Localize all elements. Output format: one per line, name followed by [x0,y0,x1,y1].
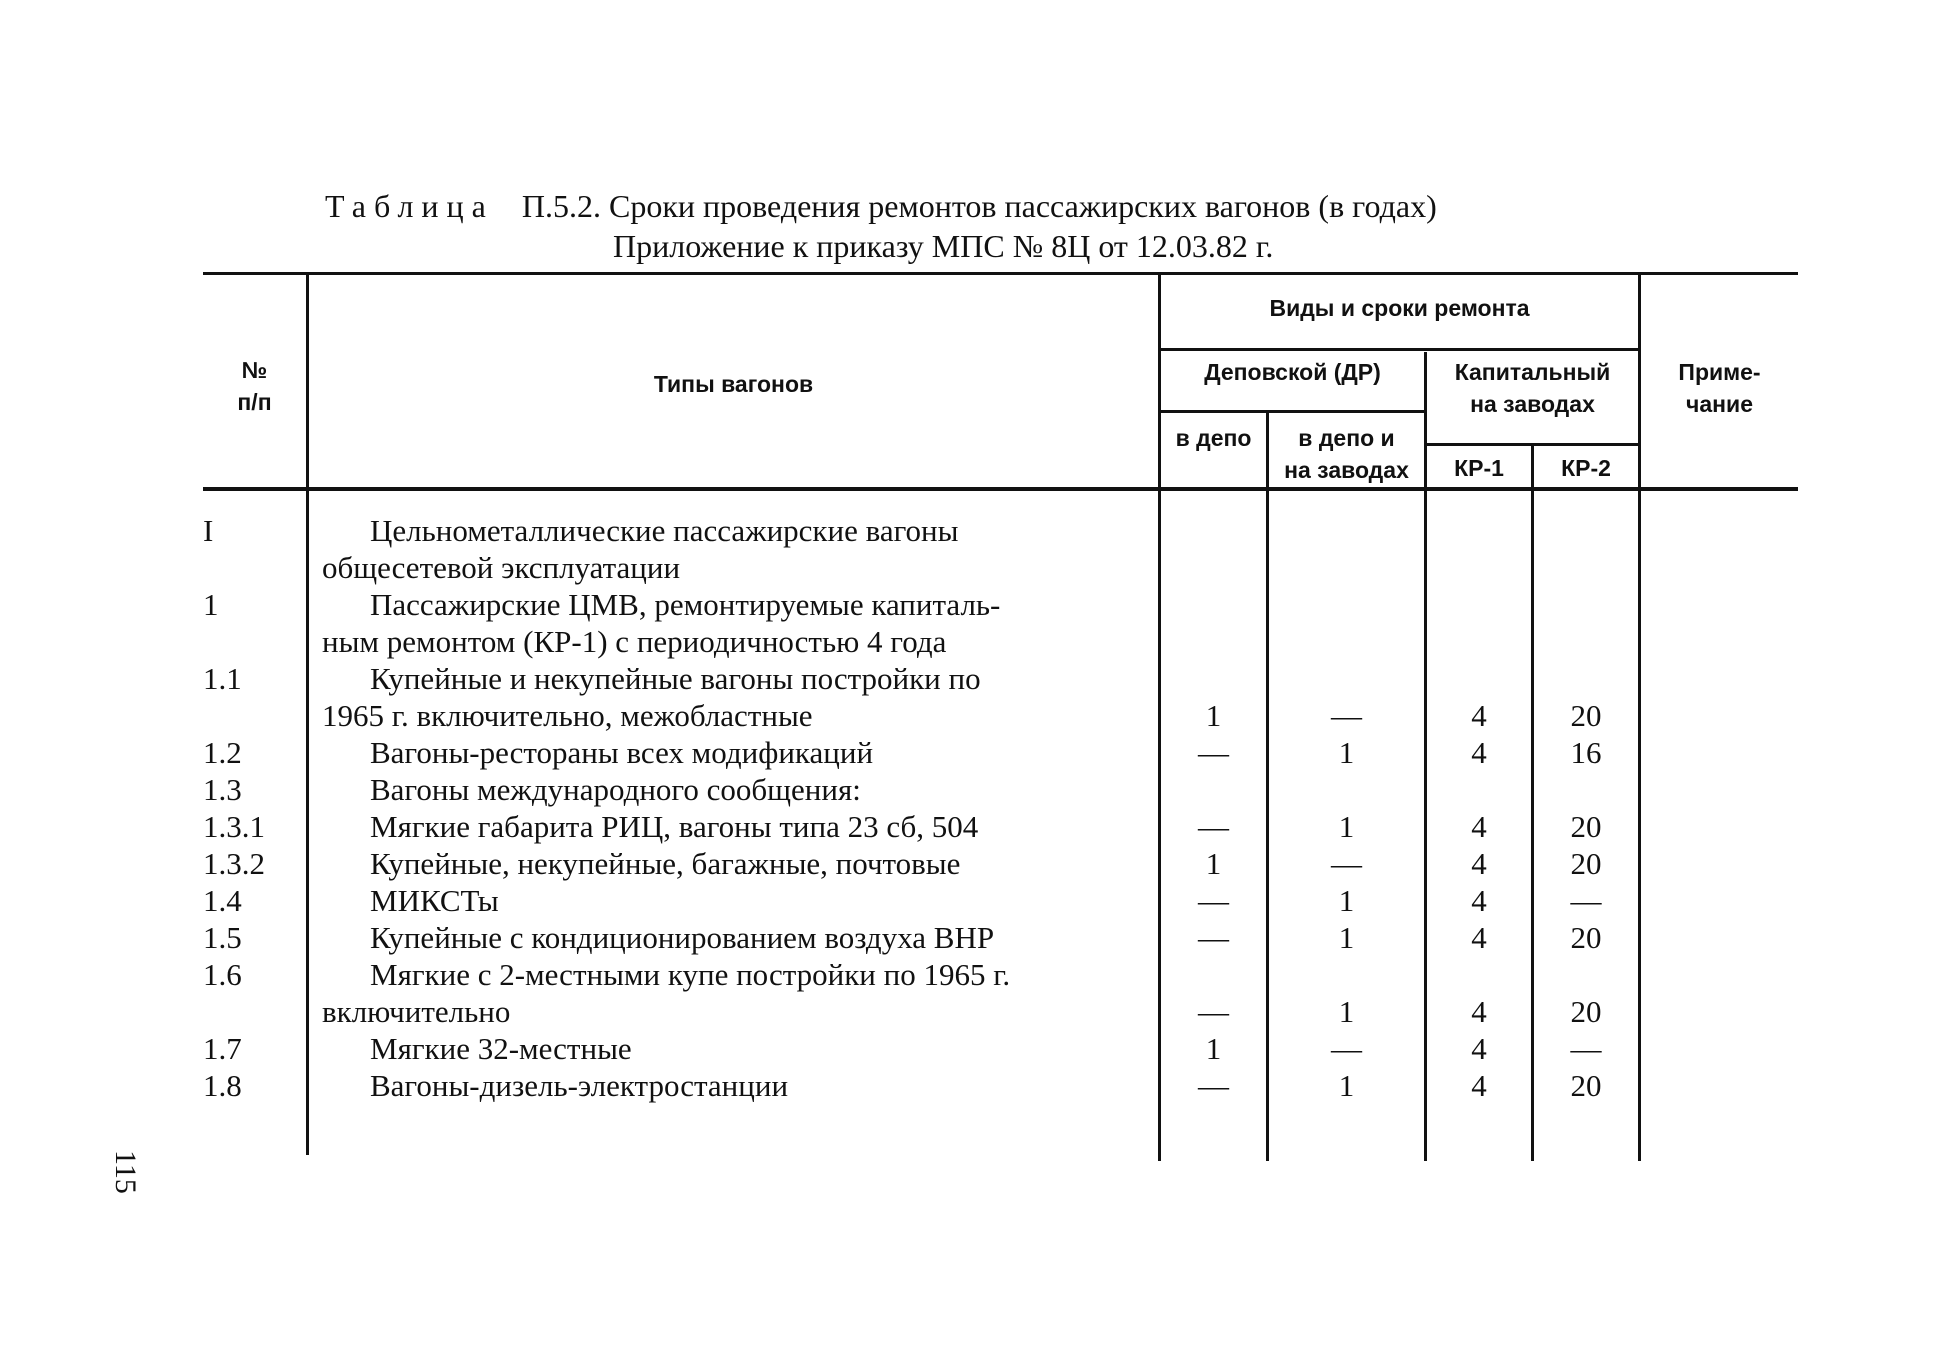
row-type-text: Мягкие габарита РИЦ, вагоны типа 23 сб, 504 [370,809,979,844]
cell-dr1: 1 [1205,846,1222,881]
cell-dr1: — [1198,1068,1229,1103]
row-number: 1.2 [203,735,242,770]
table-title-text: П.5.2. Сроки проведения ремонтов пассажирских вагонов (в годах) [521,188,1437,224]
header-depot: Деповской (ДР) [1204,359,1381,385]
row-number: 1 [203,587,219,622]
cell-dr2: — [1331,846,1362,881]
row-type-text: 1965 г. включительно, межобластные [322,698,813,733]
header-in-depot: в депо [1175,425,1252,451]
row-number: 1.3 [203,772,242,807]
cell-kr2: 20 [1570,994,1602,1029]
row-type-text: Вагоны-дизель-электростанции [370,1068,789,1103]
cell-kr1: 4 [1471,735,1487,770]
cell-dr2: 1 [1338,994,1355,1029]
header-note: Приме- чание [1678,359,1761,417]
row-number: 1.5 [203,920,242,955]
cell-kr1: 4 [1471,846,1487,881]
header-kr2: КР-2 [1561,455,1611,481]
row-type-text: Мягкие с 2-местными купе постройки по 1965 г. [370,957,1011,992]
kinds-rule [1160,348,1640,351]
cell-dr1: 1 [1205,1031,1222,1066]
row-type-text: Купейные с кондиционированием воздуха ВНР [370,920,995,955]
capital-rule [1426,443,1640,446]
table-title [325,188,1437,225]
cell-dr2: 1 [1338,883,1355,918]
row-type-text: Купейные, некупейные, багажные, почтовые [370,846,961,881]
row-type-text: Вагоны международного сообщения: [370,772,861,807]
cell-kr2: 20 [1570,809,1602,844]
cell-kr2: 20 [1570,1068,1602,1103]
cell-kr2: 20 [1570,920,1602,955]
row-number: 1.1 [203,661,242,696]
header-num: № п/п [237,357,272,415]
cell-dr2: 1 [1338,809,1355,844]
col-divider-num [306,273,309,1155]
header-capital: Капитальный на заводах [1454,359,1611,417]
cell-kr2: 20 [1570,846,1602,881]
header-kr1: КР-1 [1454,455,1504,481]
row-type-text: Купейные и некупейные вагоны постройки по [370,661,981,696]
row-number: 1.8 [203,1068,242,1103]
header-types: Типы вагонов [653,371,814,397]
cell-dr2: — [1331,698,1362,733]
row-type-text: включительно [322,994,511,1029]
row-type-text: общесетевой эксплуатации [322,550,681,585]
cell-kr2: 20 [1570,698,1602,733]
cell-dr1: — [1198,920,1229,955]
cell-dr1: — [1198,809,1229,844]
cell-dr2: 1 [1338,1068,1355,1103]
row-type-text: ным ремонтом (КР-1) с периодичностью 4 года [322,624,947,659]
row-number: 1.3.2 [203,846,265,881]
row-type-text: Мягкие 32-местные [370,1031,632,1066]
cell-kr2: — [1570,883,1602,918]
row-type-text: МИКСТы [370,883,499,918]
cell-kr1: 4 [1471,809,1487,844]
cell-dr1: — [1198,883,1229,918]
page-number: 115 [109,1150,142,1194]
cell-dr2: — [1331,1031,1362,1066]
cell-dr1: — [1198,994,1229,1029]
cell-dr2: 1 [1338,920,1355,955]
header-kinds: Виды и сроки ремонта [1269,295,1530,321]
cell-kr1: 4 [1471,1068,1487,1103]
row-type-text: Вагоны-рестораны всех модификаций [370,735,874,770]
row-number: I [203,513,214,548]
depot-rule [1160,410,1426,413]
table-word: Таблица [325,188,494,224]
header-bottom-rule [203,487,1798,491]
row-number: 1.4 [203,883,242,918]
row-number: 1.6 [203,957,242,992]
cell-dr1: — [1198,735,1229,770]
cell-kr1: 4 [1471,994,1487,1029]
header-in-depot-and-plants: в депо и на заводах [1284,425,1409,483]
cell-kr2: — [1570,1031,1602,1066]
cell-kr2: 16 [1570,735,1602,770]
cell-kr1: 4 [1471,883,1487,918]
cell-dr1: 1 [1205,698,1222,733]
cell-kr1: 4 [1471,920,1487,955]
top-rule [203,272,1798,275]
row-type-text: Цельнометаллические пассажирские вагоны [370,513,959,548]
table-subtitle: Приложение к приказу МПС № 8Ц от 12.03.82 г. [613,228,1274,264]
cell-dr2: 1 [1338,735,1355,770]
cell-kr1: 4 [1471,698,1487,733]
row-type-text: Пассажирские ЦМВ, ремонтируемые капиталь- [370,587,1001,622]
row-number: 1.3.1 [203,809,265,844]
cell-kr1: 4 [1471,1031,1487,1066]
row-number: 1.7 [203,1031,242,1066]
